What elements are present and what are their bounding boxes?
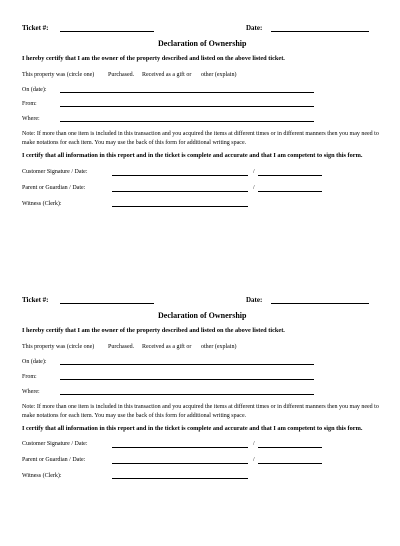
on-date-label: On (date): bbox=[22, 359, 47, 365]
form-title: Declaration of Ownership bbox=[158, 311, 247, 320]
customer-signature-field[interactable] bbox=[112, 447, 248, 448]
option-other[interactable]: other (explain) bbox=[201, 72, 237, 78]
parent-guardian-label: Parent or Guardian / Date: bbox=[22, 185, 86, 191]
ownership-statement: I hereby certify that I am the owner of the property described and listed on the above listed ticket. bbox=[22, 327, 285, 334]
option-gift[interactable]: Received as a gift or bbox=[142, 344, 192, 350]
from-field[interactable] bbox=[60, 379, 314, 380]
declaration-form-1 bbox=[0, 0, 400, 259]
slash-separator: / bbox=[253, 185, 255, 191]
date-field[interactable] bbox=[271, 303, 369, 304]
witness-label: Witness (Clerk): bbox=[22, 473, 62, 479]
option-purchased[interactable]: Purchased. bbox=[108, 72, 135, 78]
customer-signature-label: Customer Signature / Date: bbox=[22, 441, 88, 447]
ownership-statement: I hereby certify that I am the owner of the property described and listed on the above listed ticket. bbox=[22, 55, 285, 62]
option-gift[interactable]: Received as a gift or bbox=[142, 72, 192, 78]
on-date-field[interactable] bbox=[60, 92, 314, 93]
customer-signature-field[interactable] bbox=[112, 175, 248, 176]
customer-date-field[interactable] bbox=[258, 175, 322, 176]
customer-date-field[interactable] bbox=[258, 447, 322, 448]
witness-signature-field[interactable] bbox=[112, 206, 248, 207]
where-field[interactable] bbox=[60, 121, 314, 122]
property-text: This property was (circle one) bbox=[22, 344, 95, 350]
where-label: Where: bbox=[22, 116, 40, 122]
date-label: Date: bbox=[246, 24, 263, 32]
parent-guardian-signature-field[interactable] bbox=[112, 463, 248, 464]
declaration-form-2 bbox=[0, 287, 400, 546]
customer-signature-label: Customer Signature / Date: bbox=[22, 169, 88, 175]
parent-guardian-signature-field[interactable] bbox=[112, 191, 248, 192]
ticket-number-field[interactable] bbox=[60, 31, 154, 32]
property-text: This property was (circle one) bbox=[22, 72, 95, 78]
form-title: Declaration of Ownership bbox=[158, 39, 247, 48]
date-label: Date: bbox=[246, 296, 263, 304]
parent-guardian-label: Parent or Guardian / Date: bbox=[22, 457, 86, 463]
on-date-field[interactable] bbox=[60, 364, 314, 365]
ticket-number-field[interactable] bbox=[60, 303, 154, 304]
from-label: From: bbox=[22, 101, 37, 107]
certification-statement: I certify that all information in this report and in the ticket is complete and accurate and that I am competent to sign this form. bbox=[22, 152, 363, 159]
from-field[interactable] bbox=[60, 106, 314, 107]
slash-separator: / bbox=[253, 457, 255, 463]
where-label: Where: bbox=[22, 389, 40, 395]
note-text: Note: If more than one item is included in this transaction and you acquired the items at different times or in different manners then you may need to make notations for each item. You may use the back of this form for additional writing space. bbox=[22, 404, 379, 419]
from-label: From: bbox=[22, 374, 37, 380]
option-other[interactable]: other (explain) bbox=[201, 344, 237, 350]
on-date-label: On (date): bbox=[22, 87, 47, 93]
where-field[interactable] bbox=[60, 394, 314, 395]
slash-separator: / bbox=[253, 441, 255, 447]
parent-guardian-date-field[interactable] bbox=[258, 463, 322, 464]
ticket-label: Ticket #: bbox=[22, 296, 49, 304]
date-field[interactable] bbox=[271, 31, 369, 32]
ticket-label: Ticket #: bbox=[22, 24, 49, 32]
note-text: Note: If more than one item is included in this transaction and you acquired the items at different times or in different manners then you may need to make notations for each item. You may use the back of this form for additional writing space. bbox=[22, 131, 379, 146]
witness-label: Witness (Clerk): bbox=[22, 201, 62, 207]
parent-guardian-date-field[interactable] bbox=[258, 191, 322, 192]
option-purchased[interactable]: Purchased. bbox=[108, 344, 135, 350]
certification-statement: I certify that all information in this report and in the ticket is complete and accurate and that I am competent to sign this form. bbox=[22, 425, 363, 432]
witness-signature-field[interactable] bbox=[112, 478, 248, 479]
slash-separator: / bbox=[253, 169, 255, 175]
